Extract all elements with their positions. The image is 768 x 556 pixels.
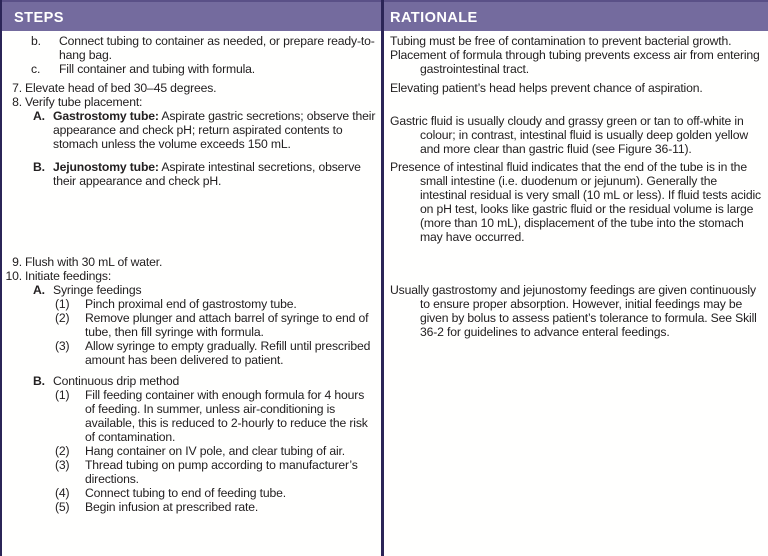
step-marker: b. — [31, 34, 41, 48]
step-item — [2, 388, 377, 444]
step-item — [2, 458, 377, 486]
step-item — [2, 500, 377, 514]
step-text: Verify tube placement: — [25, 95, 143, 109]
step-marker: (5) — [55, 500, 70, 514]
rationale-paragraph: Tubing must be free of contamination to prevent bacterial growth. — [390, 34, 732, 48]
step-text: Allow syringe to empty gradually. Refill until prescribed amount has been delivered to patient. — [85, 339, 371, 367]
step-item — [2, 486, 377, 500]
step-marker: 8. — [12, 95, 22, 109]
step-text: Pinch proximal end of gastrostomy tube. — [85, 297, 297, 311]
step-marker: (1) — [55, 297, 70, 311]
step-text: Continuous drip method — [53, 374, 180, 388]
step-marker: 9. — [12, 255, 22, 269]
step-item — [2, 95, 377, 109]
step-item — [2, 109, 377, 151]
steps-cell — [0, 95, 381, 244]
rationale-paragraph: Placement of formula through tubing prevents excess air from entering gastrointestinal tract. — [390, 48, 760, 76]
step-item — [2, 297, 377, 311]
table-row — [0, 81, 768, 95]
step-text: Aspirate gastric secretions; observe their appearance and check pH; return aspirated contents to stomach unless the volume exceeds 150 mL. — [53, 109, 376, 151]
table-row — [0, 255, 768, 514]
step-item — [2, 81, 377, 95]
steps-cell — [0, 81, 381, 95]
step-bold-term: Jejunostomy tube: — [53, 160, 159, 174]
rationale-cell — [381, 81, 768, 95]
step-marker: (2) — [55, 311, 70, 325]
step-marker: A. — [33, 283, 45, 297]
step-text: Elevate head of bed 30–45 degrees. — [25, 81, 217, 95]
rationale-paragraph: Gastric fluid is usually cloudy and grassy green or tan to off-white in colour; in contrast, intestinal fluid is usually deep golden yellow and more clear than gastric fluid (see Figure 36-11). — [390, 114, 749, 156]
step-item — [2, 269, 377, 283]
step-bold-term: Gastrostomy tube: — [53, 109, 159, 123]
step-marker: 10. — [5, 269, 22, 283]
rationale-paragraph: Usually gastrostomy and jejunostomy feedings are given continuously to ensure proper absorption. However, initial feedings may be given by bolus to assess patient’s tolerance to formula. See Skill 36-2 for guidelines to advance enteral feedings. — [390, 283, 757, 339]
table-row — [0, 34, 768, 76]
step-marker: 7. — [12, 81, 22, 95]
table-row — [0, 95, 768, 244]
steps-column-header: STEPS — [14, 10, 64, 26]
step-marker: (1) — [55, 388, 70, 402]
step-marker: B. — [33, 374, 45, 388]
step-item — [2, 62, 377, 76]
step-text: Hang container on IV pole, and clear tubing of air. — [85, 444, 345, 458]
step-text: Connect tubing to end of feeding tube. — [85, 486, 286, 500]
step-marker: A. — [33, 109, 45, 123]
steps-cell — [0, 34, 381, 76]
step-text: Fill feeding container with enough formula for 4 hours of feeding. In summer, unless air-conditioning is available, this is reduced to 2-hourly to reduce the risk of contamination. — [85, 388, 368, 444]
rationale-cell — [381, 95, 768, 244]
step-marker: (3) — [55, 339, 70, 353]
step-text: Thread tubing on pump according to manufacturer’s directions. — [85, 458, 358, 486]
step-item — [2, 34, 377, 62]
step-text: Initiate feedings: — [25, 269, 112, 283]
step-item — [2, 283, 377, 297]
step-text: Remove plunger and attach barrel of syringe to end of tube, then fill syringe with formula. — [85, 311, 369, 339]
step-item — [2, 339, 377, 367]
rationale-paragraph: Presence of intestinal fluid indicates that the end of the tube is in the small intestine (i.e. duodenum or jejunum). Generally the intestinal residual is very small (10 mL or less). If fluid tests acidic on pH test, looks like gastric fluid or the residual volume is large (more than 10 mL), displacement of the tube into the stomach may have occurred. — [390, 160, 761, 244]
step-text: Flush with 30 mL of water. — [25, 255, 163, 269]
steps-cell — [0, 255, 381, 514]
rationale-column-header: RATIONALE — [390, 10, 478, 26]
step-marker: (4) — [55, 486, 70, 500]
step-marker: c. — [31, 62, 41, 76]
step-marker: (2) — [55, 444, 70, 458]
step-text: Begin infusion at prescribed rate. — [85, 500, 259, 514]
rationale-paragraph: Elevating patient’s head helps prevent chance of aspiration. — [390, 81, 703, 95]
step-item — [2, 311, 377, 339]
rationale-cell — [381, 34, 768, 76]
step-item — [2, 444, 377, 458]
rationale-cell — [381, 255, 768, 514]
step-item — [2, 160, 377, 188]
step-item — [2, 255, 377, 269]
step-text: Connect tubing to container as needed, or prepare ready-to-hang bag. — [59, 34, 375, 62]
table-header-bar — [0, 0, 768, 31]
step-item — [2, 374, 377, 388]
step-text: Syringe feedings — [53, 283, 142, 297]
table-body — [0, 31, 768, 514]
step-marker: (3) — [55, 458, 70, 472]
step-text: Aspirate intestinal secretions, observe their appearance and check pH. — [53, 160, 361, 188]
step-text: Fill container and tubing with formula. — [59, 62, 256, 76]
step-marker: B. — [33, 160, 45, 174]
